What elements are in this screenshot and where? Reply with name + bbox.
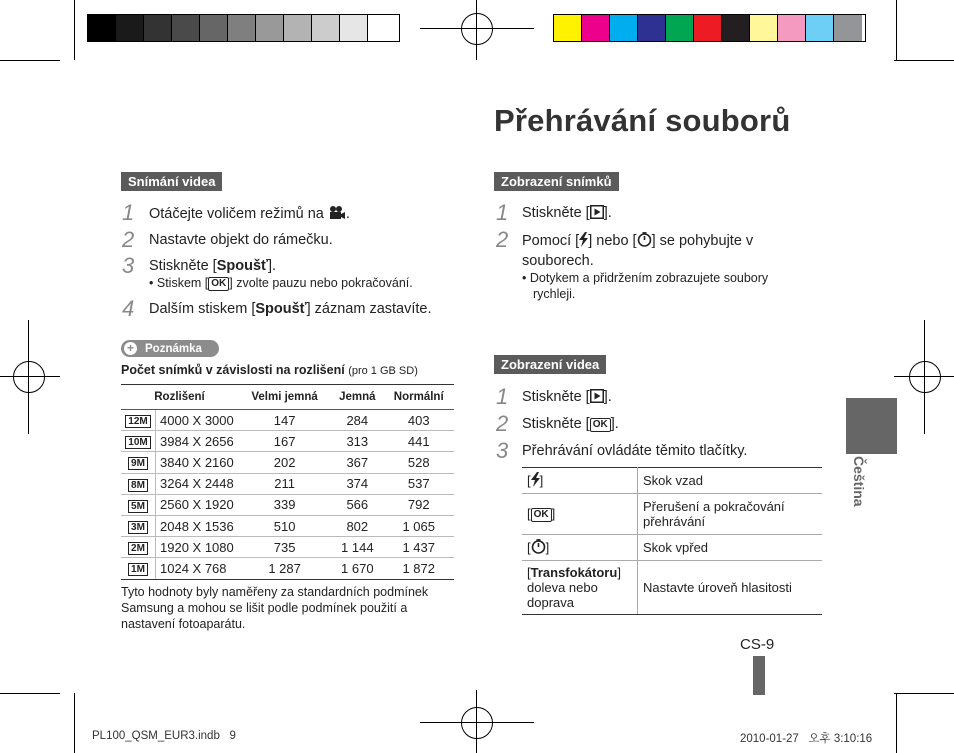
timer-icon — [531, 539, 546, 557]
count-normal: 792 — [383, 494, 454, 515]
resolution-value: 4000 X 3000 — [156, 410, 239, 431]
step-text: Stiskněte [ ]. — [522, 389, 612, 405]
page-tab — [753, 656, 765, 695]
step-text: Stiskněte [Spoušť]. — [149, 258, 277, 274]
registration-mark — [461, 707, 493, 739]
control-key: [ ] — [522, 468, 638, 494]
count-superfine: 339 — [238, 494, 331, 515]
count-fine: 802 — [331, 515, 383, 536]
color-swatch — [834, 15, 862, 41]
crop-mark — [0, 693, 60, 694]
page-number: CS-9 — [740, 636, 775, 653]
count-fine: 566 — [331, 494, 383, 515]
plus-icon: + — [124, 342, 137, 355]
ok-button-icon: OK — [208, 277, 229, 291]
crop-mark — [894, 60, 954, 61]
step-bullet: • Dotykem a přidržením zobrazujete soubory rychleji. — [522, 271, 769, 301]
note-heading: Počet snímků v závislosti na rozlišení (pro 1 GB SD) — [121, 363, 418, 377]
resolution-icon: 9M — [121, 452, 156, 473]
table-row — [522, 561, 822, 615]
crop-mark — [476, 0, 477, 60]
table-row — [522, 535, 822, 561]
language-label: Čeština — [851, 456, 867, 507]
table-row — [121, 558, 454, 579]
table-row — [121, 452, 454, 473]
table-row — [522, 494, 822, 535]
resolution-icon: 8M — [121, 473, 156, 494]
color-swatch — [666, 15, 694, 41]
color-swatch-bar — [553, 14, 866, 42]
color-swatch — [778, 15, 806, 41]
ok-button-icon: OK — [590, 418, 611, 432]
crop-mark — [476, 690, 477, 753]
step-text: Přehrávání ovládáte těmito tlačítky. — [522, 443, 748, 459]
table-row — [121, 515, 454, 536]
registration-mark — [909, 361, 941, 393]
count-normal: 403 — [383, 410, 454, 431]
resolution-icon: 5M — [121, 494, 156, 515]
count-superfine: 735 — [238, 537, 331, 558]
play-icon — [590, 205, 604, 223]
count-fine: 367 — [331, 452, 383, 473]
control-key: [ OK ] — [522, 494, 638, 535]
crop-mark — [420, 28, 534, 29]
gray-swatch — [116, 15, 144, 41]
resolution-value: 3984 X 2656 — [156, 431, 239, 452]
crop-mark — [28, 320, 29, 434]
crop-mark — [924, 320, 925, 434]
play-icon — [590, 389, 604, 407]
step-number: 3 — [496, 438, 509, 463]
count-superfine: 1 287 — [238, 558, 331, 579]
color-swatch — [610, 15, 638, 41]
timer-icon — [637, 232, 652, 252]
count-fine: 284 — [331, 410, 383, 431]
color-swatch — [750, 15, 778, 41]
registration-mark — [13, 361, 45, 393]
step-text: Otáčejte voličem režimů na . — [149, 206, 350, 222]
chapter-title: Přehrávání souborů — [494, 103, 791, 138]
step-text: Dalším stiskem [Spoušť] záznam zastavíte. — [149, 301, 432, 317]
count-normal: 441 — [383, 431, 454, 452]
count-normal: 1 872 — [383, 558, 454, 579]
ok-button-icon: OK — [531, 508, 552, 522]
resolution-table — [121, 384, 454, 580]
resolution-value: 3840 X 2160 — [156, 452, 239, 473]
gray-swatch — [368, 15, 396, 41]
color-swatch — [722, 15, 750, 41]
count-superfine: 510 — [238, 515, 331, 536]
table-row — [522, 468, 822, 494]
table-header: Normální — [383, 385, 454, 410]
resolution-icon: 2M — [121, 537, 156, 558]
gray-swatch — [228, 15, 256, 41]
color-swatch — [638, 15, 666, 41]
table-row — [121, 537, 454, 558]
gray-scale-bar — [87, 14, 400, 42]
control-key: [Transfokátoru] doleva nebo doprava — [522, 561, 638, 615]
note-label: + Poznámka — [121, 340, 219, 357]
count-normal: 528 — [383, 452, 454, 473]
color-swatch — [694, 15, 722, 41]
table-row — [121, 410, 454, 431]
step-number: 1 — [496, 384, 509, 409]
table-row — [121, 494, 454, 515]
step-number: 1 — [122, 200, 135, 225]
gray-swatch — [284, 15, 312, 41]
control-desc: Skok vpřed — [638, 535, 823, 561]
step-number: 1 — [496, 200, 509, 225]
control-desc: Nastavte úroveň hlasitosti — [638, 561, 823, 615]
count-fine: 313 — [331, 431, 383, 452]
language-tab — [846, 398, 897, 454]
step-number: 4 — [122, 296, 135, 321]
footer-timestamp: 2010-01-27 오후 3:10:16 — [740, 733, 873, 745]
resolution-value: 2560 X 1920 — [156, 494, 239, 515]
resolution-icon: 3M — [121, 515, 156, 536]
crop-mark — [0, 60, 60, 61]
count-superfine: 202 — [238, 452, 331, 473]
count-normal: 537 — [383, 473, 454, 494]
resolution-icon: 1M — [121, 558, 156, 579]
gray-swatch — [172, 15, 200, 41]
gray-swatch — [340, 15, 368, 41]
step-text: Pomocí [ ] nebo [ ] se pohybujte v souborech. — [522, 233, 754, 269]
count-superfine: 211 — [238, 473, 331, 494]
footer-file: PL100_QSM_EUR3.indb 9 — [92, 730, 236, 742]
count-normal: 1 065 — [383, 515, 454, 536]
gray-swatch — [312, 15, 340, 41]
step-number: 2 — [122, 227, 135, 252]
crop-mark — [894, 693, 954, 694]
table-row — [121, 431, 454, 452]
gray-swatch — [256, 15, 284, 41]
crop-mark — [74, 0, 75, 60]
color-swatch — [554, 15, 582, 41]
resolution-value: 2048 X 1536 — [156, 515, 239, 536]
control-key: [ ] — [522, 535, 638, 561]
resolution-icon: 10M — [121, 431, 156, 452]
crop-mark — [0, 376, 60, 377]
resolution-icon: 12M — [121, 410, 156, 431]
resolution-value: 1920 X 1080 — [156, 537, 239, 558]
crop-mark — [896, 0, 897, 60]
step-bullet: • Stiskem [ OK ] zvolte pauzu nebo pokračování. — [149, 276, 413, 290]
resolution-value: 1024 X 768 — [156, 558, 239, 579]
table-header: Rozlišení — [121, 385, 238, 410]
section-title-view-videos: Zobrazení videa — [494, 355, 606, 374]
table-header: Velmi jemná — [238, 385, 331, 410]
step-text: Nastavte objekt do rámečku. — [149, 232, 333, 248]
registration-mark — [461, 13, 493, 45]
count-fine: 1 670 — [331, 558, 383, 579]
playback-controls-table — [522, 467, 822, 615]
control-desc: Skok vzad — [638, 468, 823, 494]
step-number: 3 — [122, 253, 135, 278]
section-title-video-capture: Snímání videa — [121, 172, 222, 191]
step-text: Stiskněte [ OK ]. — [522, 416, 619, 432]
flash-icon — [531, 472, 540, 490]
section-title-view-images: Zobrazení snímků — [494, 172, 619, 191]
flash-icon — [579, 232, 588, 252]
count-superfine: 147 — [238, 410, 331, 431]
count-normal: 1 437 — [383, 537, 454, 558]
color-swatch — [806, 15, 834, 41]
resolution-value: 3264 X 2448 — [156, 473, 239, 494]
gray-swatch — [144, 15, 172, 41]
crop-mark — [896, 693, 897, 753]
table-row — [121, 473, 454, 494]
step-text: Stiskněte [ ]. — [522, 205, 612, 221]
footnote: Tyto hodnoty byly naměřeny za standardních podmínek Samsung a mohou se lišit podle podmínek použití a nastavení fotoaparátu. — [121, 585, 429, 631]
count-fine: 1 144 — [331, 537, 383, 558]
count-fine: 374 — [331, 473, 383, 494]
gray-swatch — [88, 15, 116, 41]
control-desc: Přerušení a pokračování přehrávání — [638, 494, 823, 535]
count-superfine: 167 — [238, 431, 331, 452]
step-number: 2 — [496, 411, 509, 436]
crop-mark — [74, 693, 75, 753]
movie-camera-icon — [328, 205, 346, 224]
crop-mark — [420, 722, 534, 723]
table-header: Jemná — [331, 385, 383, 410]
step-number: 2 — [496, 227, 509, 252]
gray-swatch — [200, 15, 228, 41]
color-swatch — [582, 15, 610, 41]
